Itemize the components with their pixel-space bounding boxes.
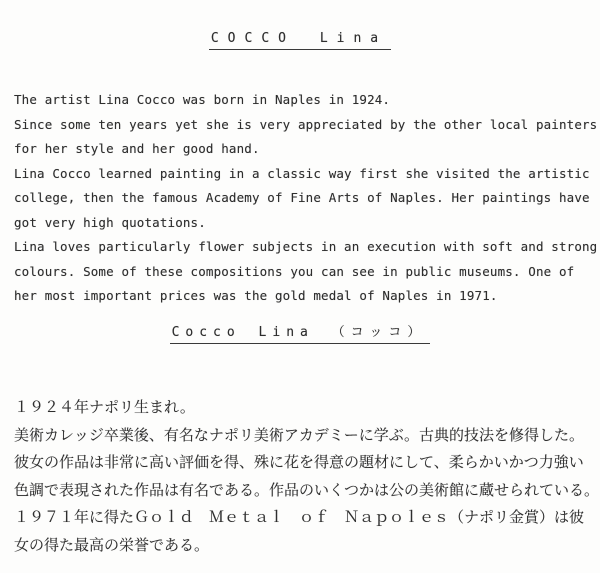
document-title-english-text: COCCO Lina bbox=[209, 31, 391, 50]
japanese-line: 美術カレッジ卒業後、有名なナポリ美術アカデミーに学ぶ。古典的技法を修得した。 bbox=[14, 425, 585, 444]
english-line: her most important prices was the gold medal of Naples in 1971. bbox=[14, 288, 498, 303]
japanese-line: 色調で表現された作品は有名である。作品のいくつかは公の美術館に蔵せられている。 bbox=[14, 480, 600, 499]
english-line: college, then the famous Academy of Fine Arts of Naples. Her paintings have bbox=[14, 190, 590, 205]
english-line: The artist Lina Cocco was born in Naples in 1924. bbox=[14, 92, 391, 107]
japanese-line: 女の得た最高の栄誉である。 bbox=[14, 535, 210, 554]
english-line: got very high quotations. bbox=[14, 214, 206, 230]
english-line: Lina Cocco learned painting in a classic way first she visited the artistic bbox=[14, 165, 590, 181]
japanese-line: 彼女の作品は非常に高い評価を得、殊に花を得意の題材にして、柔らかいかつ力強い bbox=[14, 453, 584, 471]
english-line: colours. Some of these compositions you can see in public museums. One of bbox=[14, 263, 575, 279]
english-line: for her style and her good hand. bbox=[14, 141, 260, 156]
document-title-japanese bbox=[0, 321, 600, 344]
japanese-line: １９２４年ナポリ生まれ。 bbox=[14, 398, 195, 416]
japanese-line: １９７１年に得たＧｏｌｄ Ｍｅｔａｌ ｏｆ Ｎａｐｏｌｅｓ（ナポリ金賞）は彼 bbox=[14, 508, 585, 526]
japanese-paragraph bbox=[14, 394, 598, 559]
document-title-english bbox=[0, 27, 600, 50]
document-title-japanese-text: Cocco Lina （コッコ） bbox=[170, 321, 431, 344]
english-paragraph bbox=[14, 88, 596, 309]
english-line: Since some ten years yet she is very appreciated by the other local painters bbox=[14, 116, 598, 132]
english-line: Lina loves particularly flower subjects in an execution with soft and strong bbox=[14, 239, 598, 254]
